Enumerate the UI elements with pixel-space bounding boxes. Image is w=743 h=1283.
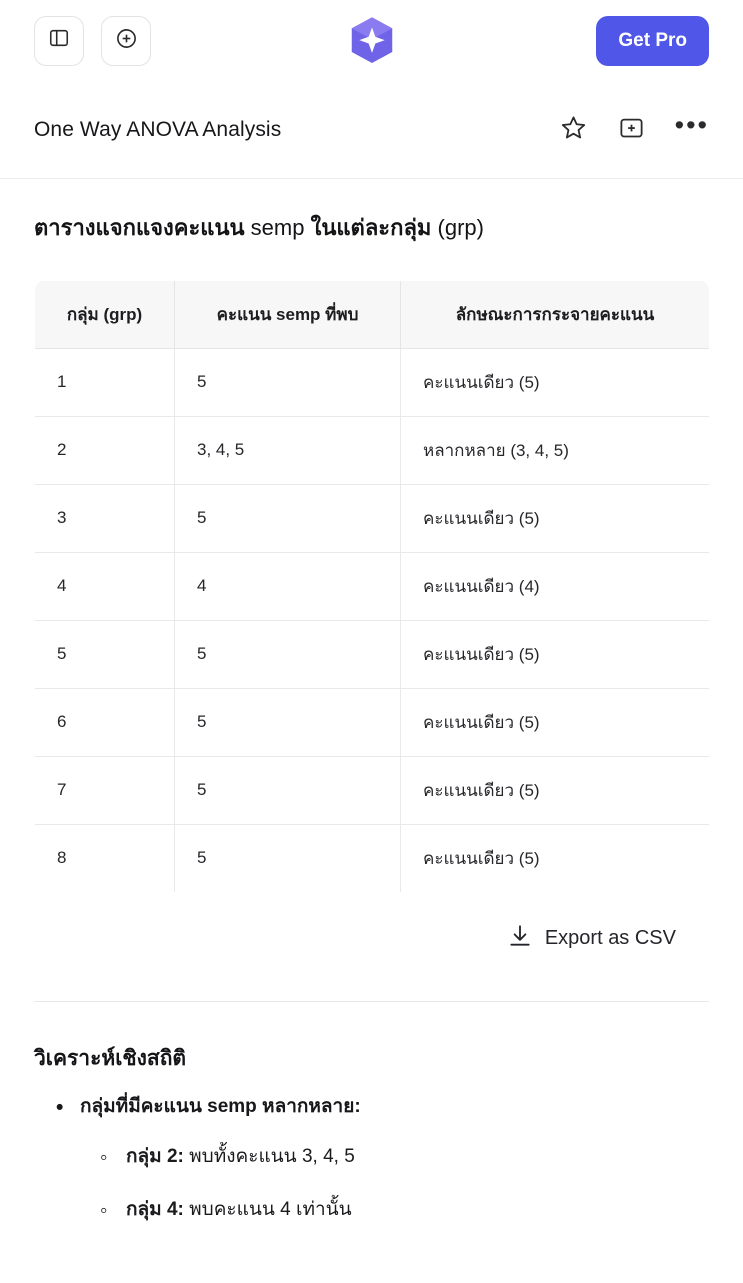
- heading-part-1: ตารางแจกแจงคะแนน: [34, 215, 251, 240]
- column-header-group: กลุ่ม (grp): [35, 280, 175, 348]
- star-icon: [560, 114, 587, 146]
- more-options-button[interactable]: [674, 109, 709, 140]
- heading-part-2: ในแต่ละกลุ่ม: [304, 215, 438, 240]
- plus-circle-icon: [115, 27, 138, 55]
- list-item: [80, 1093, 709, 1225]
- page-title: One Way ANOVA Analysis: [34, 117, 282, 141]
- score-distribution-table: [34, 280, 710, 893]
- favorite-button[interactable]: [559, 115, 589, 145]
- analysis-heading: วิเคราะห์เชิงสถิติ: [34, 1046, 187, 1070]
- sidebar-toggle-button[interactable]: [34, 16, 84, 66]
- column-header-scores: คะแนน semp ที่พบ: [175, 280, 401, 348]
- sub-item-2-bold: กลุ่ม 4:: [126, 1198, 184, 1220]
- cell-group: 8: [35, 824, 175, 892]
- sub-item-2-text: พบคะแนน 4 เท่านั้น: [183, 1198, 352, 1220]
- more-horizontal-icon: •••: [674, 109, 709, 140]
- panel-left-icon: [48, 27, 70, 54]
- cell-distribution: คะแนนเดียว (5): [401, 688, 710, 756]
- cell-scores: 3, 4, 5: [175, 416, 401, 484]
- list-item: [126, 1143, 709, 1172]
- document-title-bar: [0, 81, 743, 179]
- cell-scores: 5: [175, 484, 401, 552]
- cell-group: 2: [35, 416, 175, 484]
- sub-item-1-bold: กลุ่ม 2:: [126, 1146, 184, 1168]
- add-to-folder-button[interactable]: [617, 115, 647, 145]
- table-row: [35, 688, 710, 756]
- table-row: [35, 416, 710, 484]
- export-csv-label: Export as CSV: [544, 926, 676, 949]
- new-chat-button[interactable]: [101, 16, 151, 66]
- column-header-distribution: ลักษณะการกระจายคะแนน: [401, 280, 710, 348]
- cell-distribution: คะแนนเดียว (5): [401, 756, 710, 824]
- cell-group: 5: [35, 620, 175, 688]
- cell-distribution: คะแนนเดียว (5): [401, 348, 710, 416]
- download-icon: [507, 923, 533, 954]
- heading-grp: (grp): [437, 215, 484, 240]
- analysis-bullet-1-label: กลุ่มที่มีคะแนน semp หลากหลาย:: [80, 1095, 361, 1117]
- main-content: [0, 213, 743, 1224]
- table-row: [35, 348, 710, 416]
- cell-scores: 4: [175, 552, 401, 620]
- get-pro-button[interactable]: Get Pro: [596, 16, 709, 66]
- cell-scores: 5: [175, 688, 401, 756]
- section-divider: [34, 1001, 709, 1002]
- cell-group: 7: [35, 756, 175, 824]
- cell-group: 1: [35, 348, 175, 416]
- cell-distribution: คะแนนเดียว (4): [401, 552, 710, 620]
- cell-scores: 5: [175, 824, 401, 892]
- cell-distribution: หลากหลาย (3, 4, 5): [401, 416, 710, 484]
- top-bar: [0, 0, 743, 81]
- table-header-row: [35, 280, 710, 348]
- analysis-list: [34, 1093, 709, 1225]
- cell-scores: 5: [175, 756, 401, 824]
- cell-scores: 5: [175, 620, 401, 688]
- cell-scores: 5: [175, 348, 401, 416]
- section-heading: [34, 213, 709, 244]
- title-actions: [559, 109, 709, 145]
- cell-group: 3: [35, 484, 175, 552]
- cell-distribution: คะแนนเดียว (5): [423, 848, 540, 868]
- heading-semp: semp: [250, 215, 305, 240]
- list-item: [126, 1196, 709, 1225]
- cell-distribution: คะแนนเดียว (5): [401, 620, 710, 688]
- table-row: [35, 552, 710, 620]
- cell-distribution: คะแนนเดียว (5): [401, 484, 710, 552]
- export-csv-button[interactable]: [34, 923, 709, 954]
- cell-group: 6: [35, 688, 175, 756]
- sparkle-logo-icon: [345, 14, 399, 73]
- sub-item-1-text: พบทั้งคะแนน 3, 4, 5: [183, 1146, 355, 1168]
- table-row: [35, 484, 710, 552]
- cell-group: 4: [35, 552, 175, 620]
- table-row: [35, 756, 710, 824]
- folder-add-icon: [618, 114, 645, 146]
- table-row: [35, 620, 710, 688]
- analysis-sublist: [80, 1143, 709, 1224]
- table-row: [35, 824, 710, 892]
